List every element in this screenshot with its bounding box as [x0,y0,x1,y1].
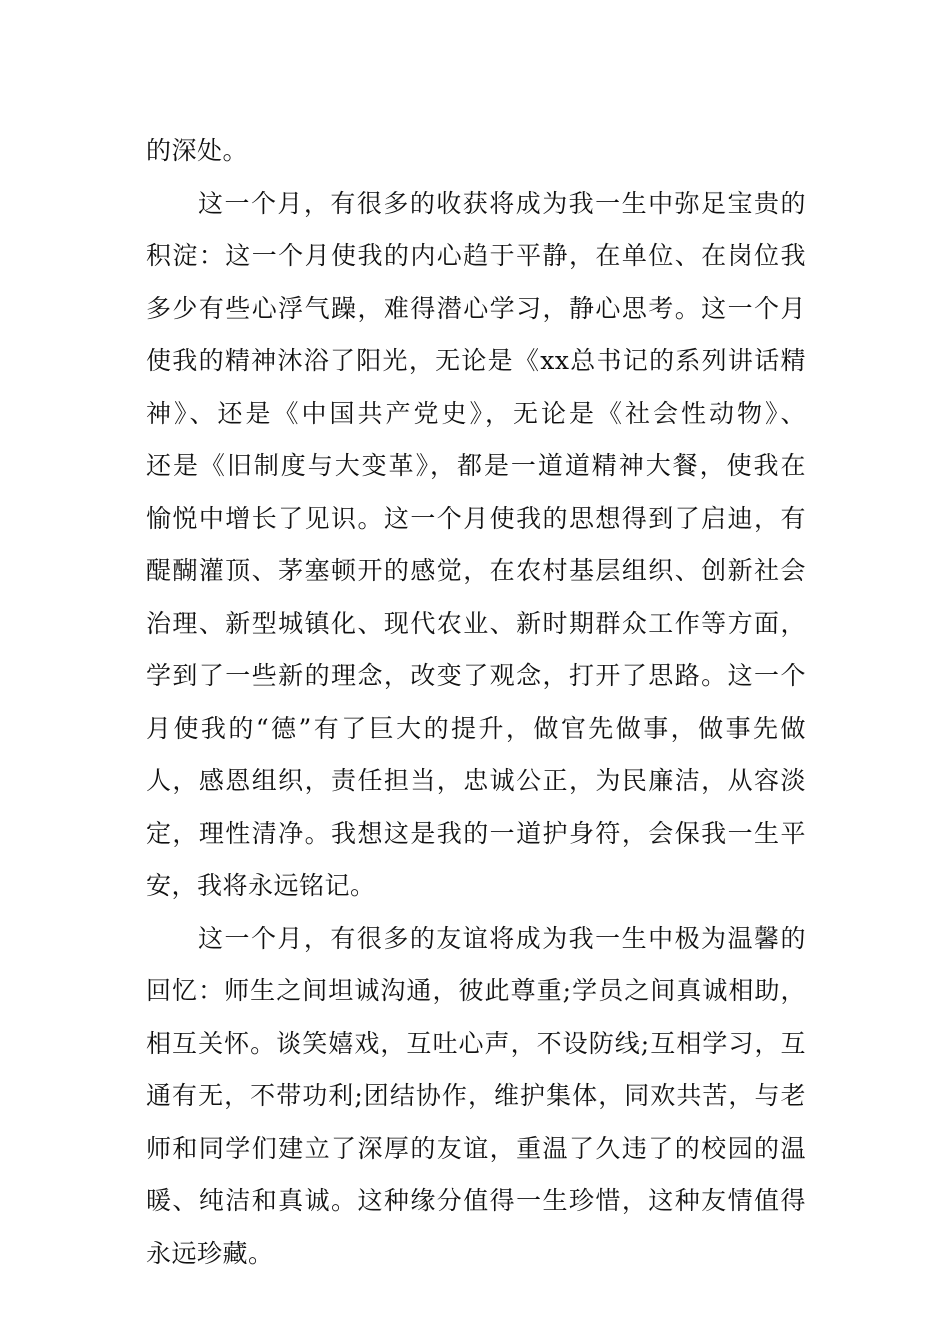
text-line: 定，理性清净。我想这是我的一道护身符，会保我一生平 [146,818,806,848]
text-line: 月使我的“德”有了巨大的提升，做官先做事，做事先做 [146,713,806,743]
text-line: 学到了一些新的理念，改变了观念，打开了思路。这一个 [146,661,806,690]
text-line: 积淀：这一个月使我的内心趋于平静，在单位、在岗位我 [146,241,806,270]
text-line: 这一个月，有很多的收获将成为我一生中弥足宝贵的 [198,188,806,218]
text-line: 人，感恩组织，责任担当，忠诚公正，为民廉洁，从容淡 [146,766,806,795]
text-line: 师和同学们建立了深厚的友谊，重温了久违了的校园的温 [146,1133,806,1163]
text-line: 回忆：师生之间坦诚沟通，彼此尊重;学员之间真诚相助， [146,976,806,1005]
text-line: 使我的精神沐浴了阳光，无论是《xx总书记的系列讲话精 [146,346,806,375]
text-line: 还是《旧制度与大变革》，都是一道道精神大餐，使我在 [146,451,806,480]
text-line: 相互关怀。谈笑嬉戏，互吐心声，不设防线;互相学习，互 [146,1028,806,1058]
text-line: 多少有些心浮气躁，难得潜心学习，静心思考。这一个月 [146,293,806,323]
text-line: 愉悦中增长了见识。这一个月使我的思想得到了启迪，有 [146,503,806,533]
document-body [146,125,806,1280]
text-line: 暖、纯洁和真诚。这种缘分值得一生珍惜，这种友情值得 [146,1186,806,1215]
text-line: 永远珍藏。 [146,1238,274,1268]
text-line: 醍醐灌顶、茅塞顿开的感觉，在农村基层组织、创新社会 [146,556,806,585]
text-line: 这一个月，有很多的友谊将成为我一生中极为温馨的 [198,923,806,953]
text-line: 治理、新型城镇化、现代农业、新时期群众工作等方面， [146,608,806,638]
text-line: 神》、还是《中国共产党史》，无论是《社会性动物》、 [146,398,806,428]
text-line: 通有无，不带功利;团结协作，维护集体，同欢共苦，与老 [146,1081,806,1110]
text-line: 安，我将永远铭记。 [146,871,376,900]
text-line: 的深处。 [146,136,249,165]
